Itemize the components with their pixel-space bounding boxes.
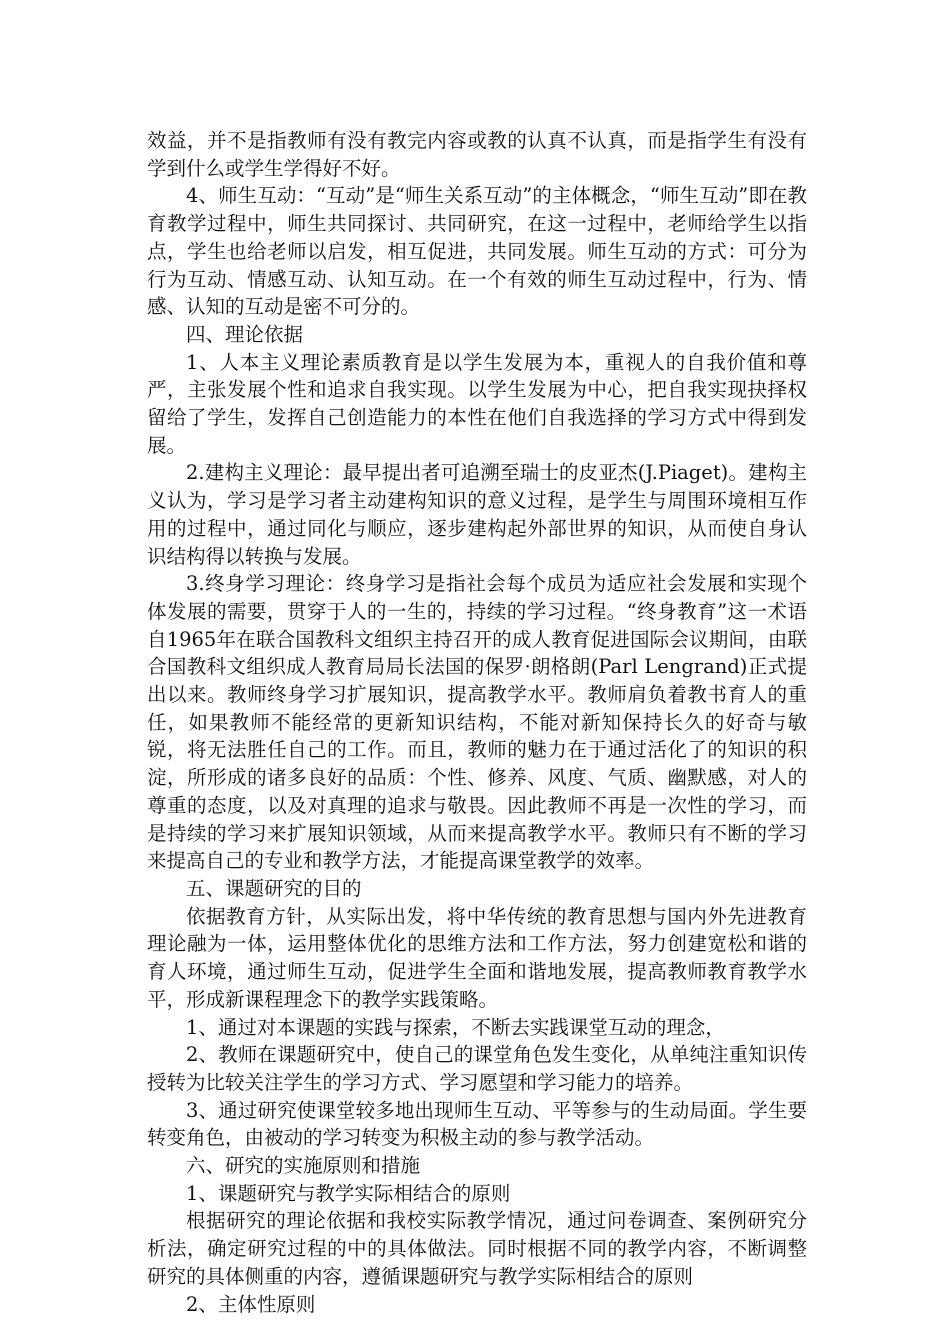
paragraph: 4、师生互动：“互动”是“师生关系互动”的主体概念，“师生互动”即在教育教学过程中，师生共同探讨、共同研究，在这一过程中，老师给学生以指点，学生也给老师以启发，相互促进，共同发展。师生互动的方式：可分为行为互动、情感互动、认知互动。在一个有效的师生互动过程中，行为、情感、认知的互动是密不可分的。 bbox=[147, 184, 807, 319]
section-heading: 五、课题研究的目的 bbox=[186, 876, 362, 900]
subsection-heading: 2、主体性原则 bbox=[186, 1292, 316, 1316]
document-body bbox=[147, 127, 807, 1318]
paragraph: 3.终身学习理论：终身学习是指社会每个成员为适应社会发展和实现个体发展的需要，贯穿于人的一生的，持续的学习过程。“终身教育”这一术语自1965年在联合国教科文组织主持召开的成人教育促进国际会议期间，由联合国教科文组织成人教育局局长法国的保罗·朗格朗(Parl Lengrand)正式提出以来。教师终身学习扩展知识，提高教学水平。教师肩负着教书育人的重任，如果教师不能经常的更新知识结构，不能对新知保持长久的好奇与敏锐，将无法胜任自己的工作。而且，教师的魅力在于通过活化了的知识的积淀，所形成的诸多良好的品质：个性、修养、风度、气质、幽默感，对人的尊重的态度，以及对真理的追求与敬畏。因此教师不再是一次性的学习，而是持续的学习来扩展知识领域，从而来提高教学水平。教师只有不断的学习来提高自己的专业和教学方法，才能提高课堂教学的效率。 bbox=[147, 572, 807, 873]
subsection-heading: 1、课题研究与教学实际相结合的原则 bbox=[186, 1181, 511, 1205]
section-heading: 四、理论依据 bbox=[186, 322, 304, 346]
paragraph: 1、人本主义理论素质教育是以学生发展为本，重视人的自我价值和尊严，主张发展个性和追求自我实现。以学生发展为中心，把自我实现抉择权留给了学生，发挥自己创造能力的本性在他们自我选择的学习方式中得到发展。 bbox=[147, 350, 807, 457]
paragraph: 依据教育方针，从实际出发，将中华传统的教育思想与国内外先进教育理论融为一体，运用整体优化的思维方法和工作方法，努力创建宽松和谐的育人环境，通过师生互动，促进学生全面和谐地发展，提高教师教育教学水平，形成新课程理念下的教学实践策略。 bbox=[147, 904, 807, 1011]
paragraph: 效益，并不是指教师有没有教完内容或教的认真不认真，而是指学生有没有学到什么或学生学得好不好。 bbox=[147, 129, 807, 180]
paragraph: 2.建构主义理论：最早提出者可追溯至瑞士的皮亚杰(J.Piaget)。建构主义认为，学习是学习者主动建构知识的意义过程，是学生与周围环境相互作用的过程中，通过同化与顺应，逐步建构起外部世界的知识，从而使自身认识结构得以转换与发展。 bbox=[147, 461, 807, 568]
list-item: 3、通过研究使课堂较多地出现师生互动、平等参与的生动局面。学生要转变角色，由被动的学习转变为积极主动的参与教学活动。 bbox=[147, 1098, 807, 1150]
list-item: 1、通过对本课题的实践与探索，不断去实践课堂互动的理念， bbox=[186, 1015, 725, 1039]
paragraph: 根据研究的理论依据和我校实际教学情况，通过问卷调查、案例研究分析法，确定研究过程的中的具体做法。同时根据不同的教学内容，不断调整研究的具体侧重的内容，遵循课题研究与教学实际相结合的原则 bbox=[147, 1209, 807, 1288]
list-item: 2、教师在课题研究中，使自己的课堂角色发生变化，从单纯注重知识传授转为比较关注学生的学习方式、学习愿望和学习能力的培养。 bbox=[147, 1043, 807, 1094]
section-heading: 六、研究的实施原则和措施 bbox=[186, 1154, 421, 1178]
